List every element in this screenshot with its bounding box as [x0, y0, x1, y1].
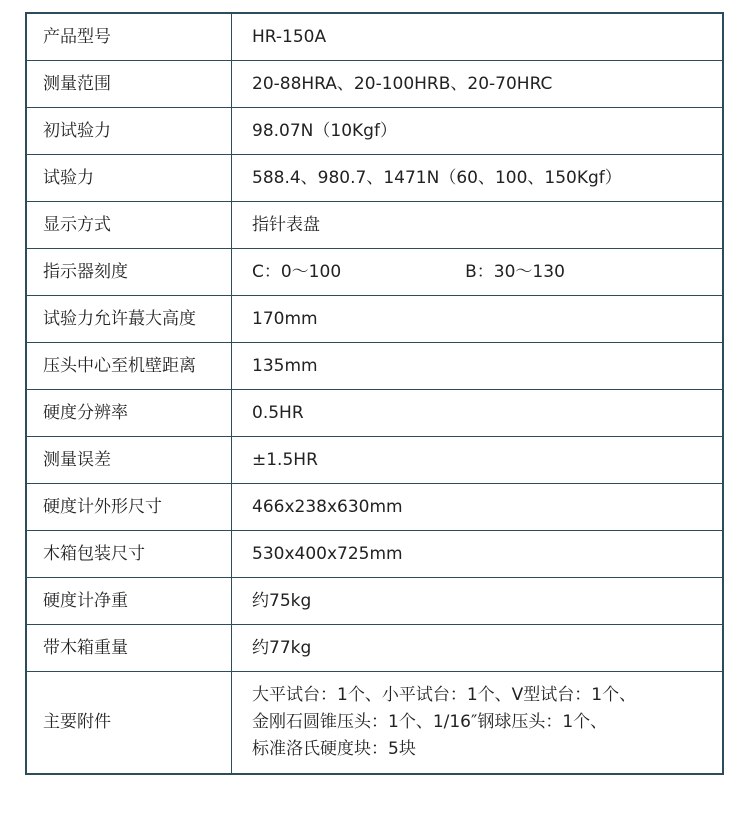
row-value-resolution: 0.5HR: [232, 390, 724, 437]
table-row: [26, 61, 723, 108]
row-label-error: 测量误差: [26, 437, 232, 484]
row-value-initial-force: 98.07N（10Kgf）: [232, 108, 724, 155]
row-value-scale: [232, 249, 724, 296]
table-row: [26, 343, 723, 390]
row-label-throat-depth: 压头中心至机壁距离: [26, 343, 232, 390]
row-label-display: 显示方式: [26, 202, 232, 249]
row-label-scale: 指示器刻度: [26, 249, 232, 296]
row-label-package-size: 木箱包装尺寸: [26, 531, 232, 578]
row-value-error: ±1.5HR: [232, 437, 724, 484]
scale-b-value: B：30～130: [465, 261, 565, 282]
row-value-dimensions: 466x238x630mm: [232, 484, 724, 531]
row-label-accessories: 主要附件: [26, 672, 232, 775]
table-row: [26, 437, 723, 484]
row-label-max-height: 试验力允许蕞大高度: [26, 296, 232, 343]
row-value-accessories: [232, 672, 724, 775]
row-label-dimensions: 硬度计外形尺寸: [26, 484, 232, 531]
row-value-range: 20-88HRA、20-100HRB、20-70HRC: [232, 61, 724, 108]
spec-table: [25, 12, 724, 775]
table-row: [26, 155, 723, 202]
row-label-net-weight: 硬度计净重: [26, 578, 232, 625]
row-value-model: HR-150A: [232, 13, 724, 61]
table-row: [26, 249, 723, 296]
scale-c-value: C：0～100: [252, 261, 342, 282]
accessories-line-3: 标准洛氏硬度块：5块: [252, 739, 416, 759]
row-label-gross-weight: 带木箱重量: [26, 625, 232, 672]
row-value-net-weight: 约75kg: [232, 578, 724, 625]
row-label-range: 测量范围: [26, 61, 232, 108]
row-value-package-size: 530x400x725mm: [232, 531, 724, 578]
accessories-line-2: 金刚石圆锥压头：1个、1/16″钢球压头：1个、: [252, 712, 608, 732]
row-value-display: 指针表盘: [232, 202, 724, 249]
row-label-test-force: 试验力: [26, 155, 232, 202]
row-value-max-height: 170mm: [232, 296, 724, 343]
row-label-resolution: 硬度分辨率: [26, 390, 232, 437]
row-label-model: 产品型号: [26, 13, 232, 61]
table-row: [26, 108, 723, 155]
table-row: [26, 531, 723, 578]
row-label-initial-force: 初试验力: [26, 108, 232, 155]
table-row: [26, 672, 723, 775]
table-row: [26, 484, 723, 531]
table-row: [26, 578, 723, 625]
table-row: [26, 625, 723, 672]
accessories-line-1: 大平试台：1个、小平试台：1个、V型试台：1个、: [252, 685, 637, 705]
table-row: [26, 390, 723, 437]
table-row: [26, 202, 723, 249]
row-value-throat-depth: 135mm: [232, 343, 724, 390]
table-row: [26, 13, 723, 61]
row-value-gross-weight: 约77kg: [232, 625, 724, 672]
table-row: [26, 296, 723, 343]
row-value-test-force: 588.4、980.7、1471N（60、100、150Kgf）: [232, 155, 724, 202]
